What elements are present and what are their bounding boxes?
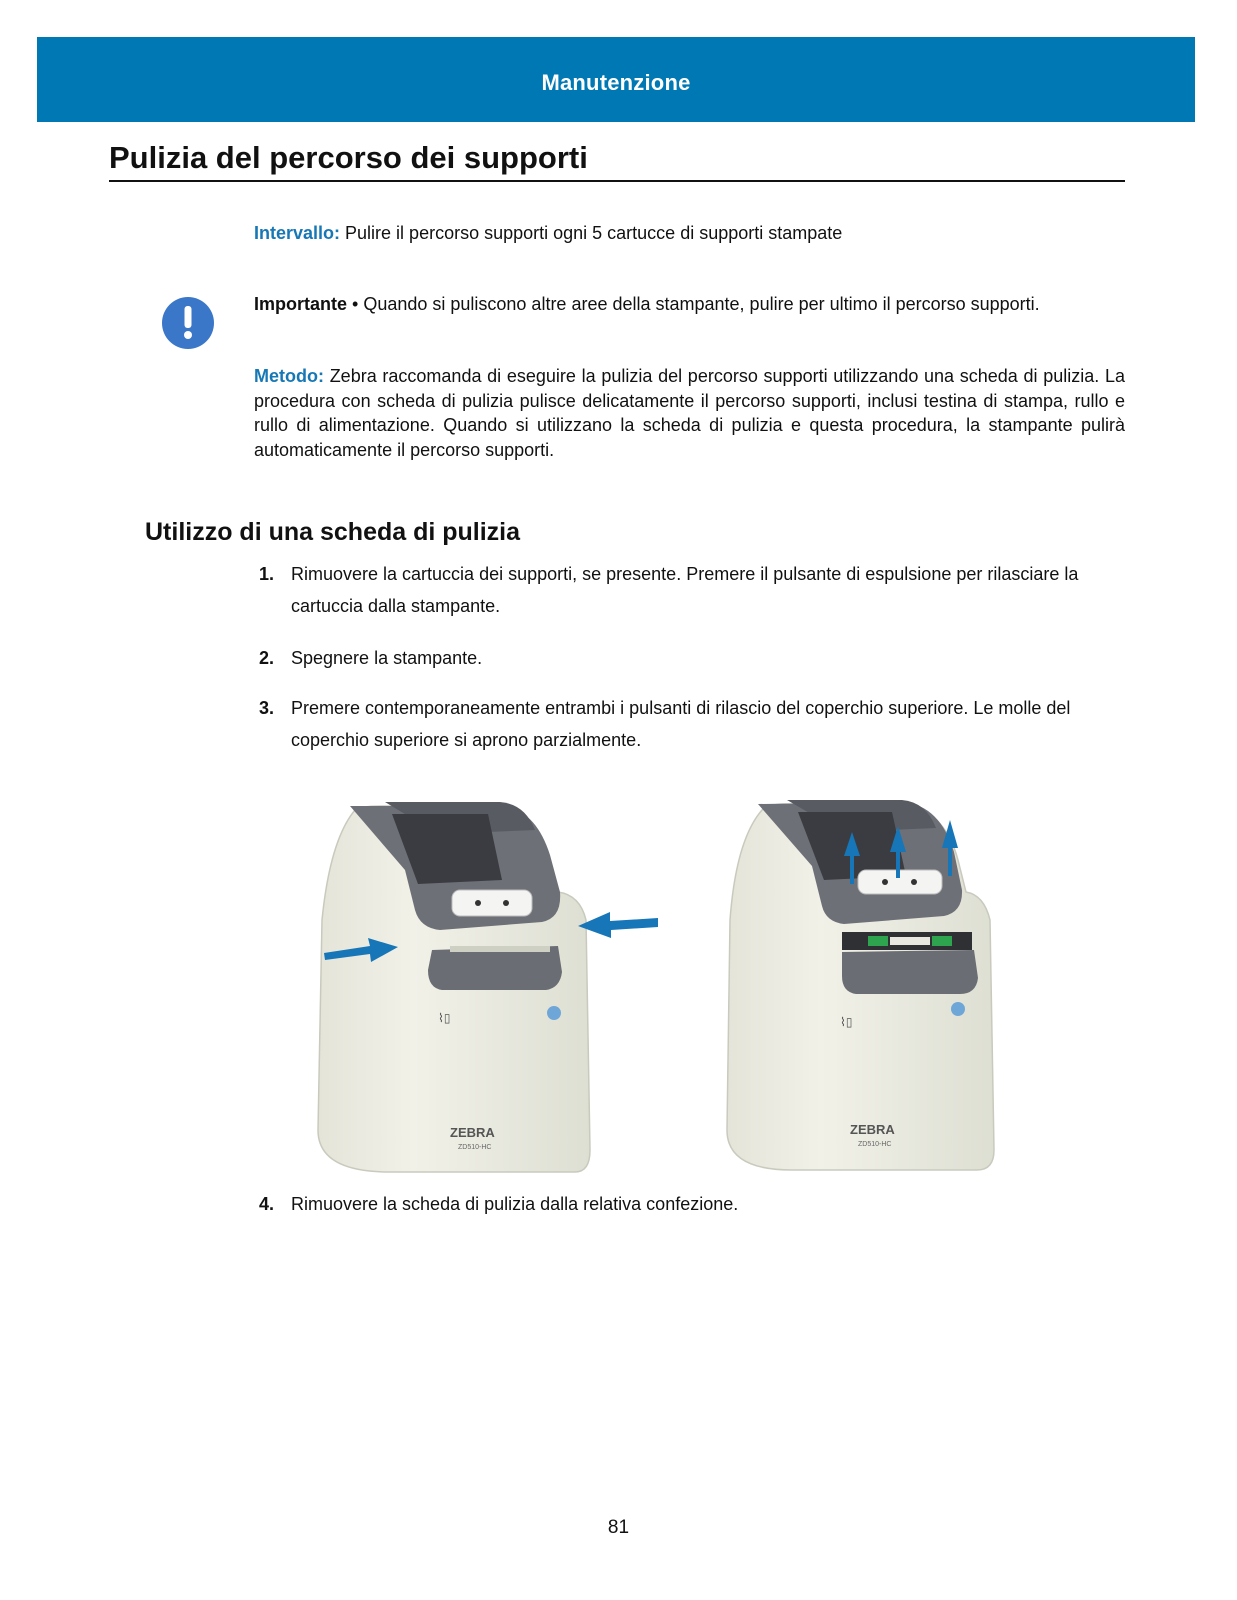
brand-logo: ZEBRA — [450, 1125, 495, 1140]
chapter-title: Manutenzione — [541, 69, 691, 95]
chapter-header — [37, 37, 1195, 122]
step-number: 3. — [259, 698, 275, 718]
step-text: Spegnere la stampante. — [291, 648, 483, 668]
page-number: 81 — [607, 1517, 630, 1538]
exclamation-icon — [162, 297, 214, 349]
arrow-icon — [578, 912, 658, 938]
model-label: ZD510-HC — [458, 1144, 492, 1151]
step-4 — [259, 1188, 1125, 1220]
step-number: 4. — [259, 1194, 275, 1214]
method-paragraph — [254, 364, 1125, 462]
nfc-icon: ⌇▯ — [840, 1015, 853, 1029]
brand-logo: ZEBRA — [850, 1122, 895, 1137]
step-3 — [259, 692, 1125, 756]
method-text: Zebra raccomanda di eseguire la pulizia del percorso supporti utilizzando una scheda di pulizia. La procedura con scheda di pulizia pulisce delicatamente il percorso supporti, inclusi testina di stampa, rullo e rullo di alimentazione. Quando si utilizzano la scheda di pulizia e questa procedura, la stampante pulirà automaticamente il percorso supporti. — [254, 366, 1125, 460]
step-number: 1. — [259, 564, 275, 584]
step-text: Rimuovere la cartuccia dei supporti, se presente. Premere il pulsante di espulsione per rilasciare la cartuccia dalla stampante. — [291, 564, 1079, 616]
step-2 — [259, 642, 1125, 674]
important-text: • Quando si puliscono altre aree della stampante, pulire per ultimo il percorso supporti. — [347, 294, 1040, 314]
method-label: Metodo: — [254, 366, 324, 386]
section-title: Utilizzo di una scheda di pulizia — [145, 518, 521, 546]
step-number: 2. — [259, 648, 275, 668]
page-title: Pulizia del percorso dei supporti — [109, 140, 1125, 182]
important-label: Importante — [254, 294, 348, 314]
interval-text: Pulire il percorso supporti ogni 5 cartucce di supporti stampate — [340, 223, 843, 243]
step-text: Rimuovere la scheda di pulizia dalla relativa confezione. — [291, 1194, 739, 1214]
model-label: ZD510-HC — [858, 1141, 892, 1148]
step-1 — [259, 558, 1125, 622]
step-text: Premere contemporaneamente entrambi i pulsanti di rilascio del coperchio superiore. Le molle del coperchio superiore si aprono parzialmente. — [291, 698, 1071, 750]
interval-label: Intervallo: — [254, 223, 341, 243]
printer-figure-release-buttons — [310, 800, 670, 1195]
interval-paragraph — [254, 221, 1125, 246]
printer-figure-cover-open — [722, 800, 1012, 1195]
important-paragraph — [254, 292, 1125, 317]
nfc-icon: ⌇▯ — [438, 1011, 451, 1025]
